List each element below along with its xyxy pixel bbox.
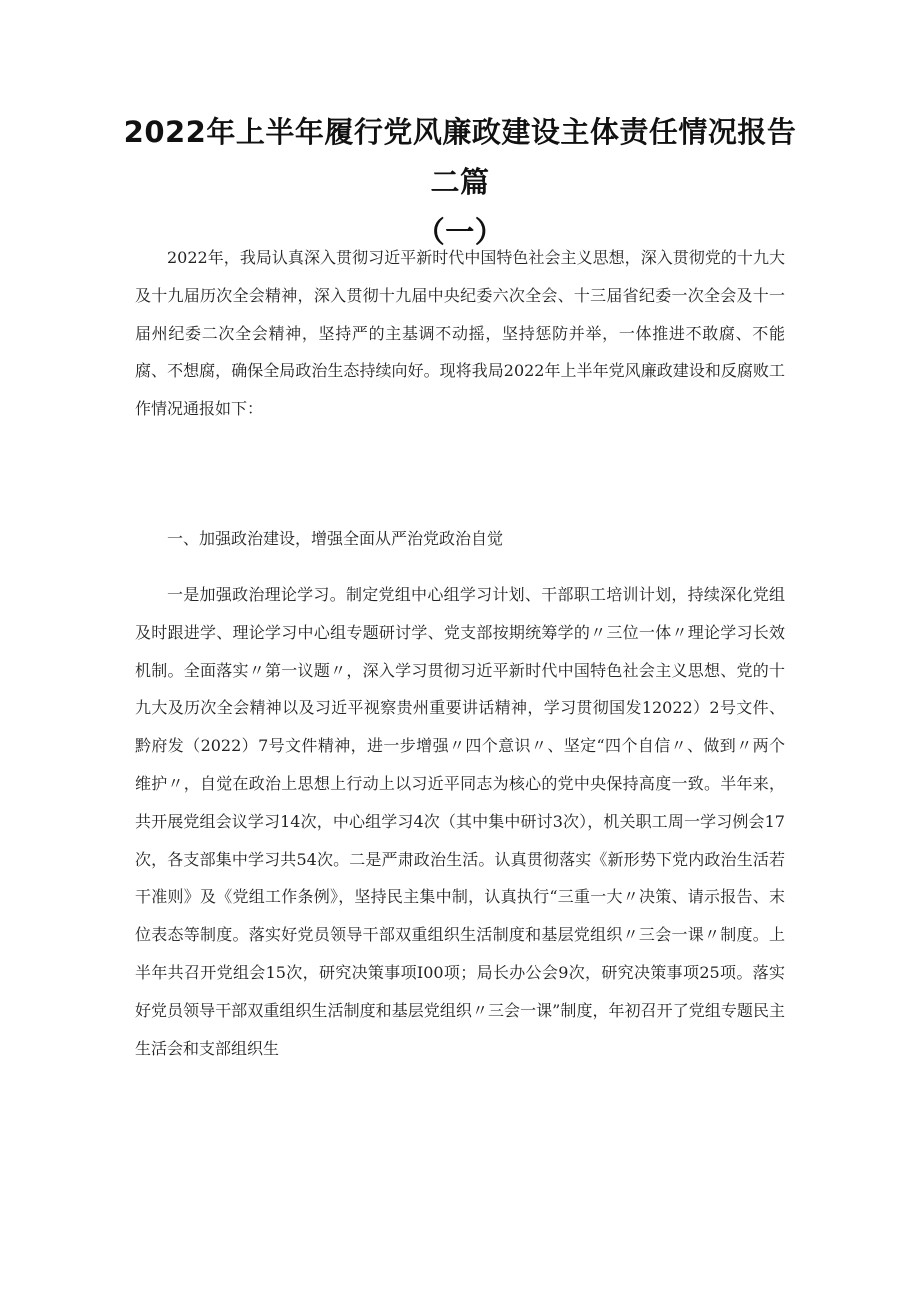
- document-title-continued: 二篇: [430, 165, 490, 199]
- section-number: （一）: [415, 215, 505, 249]
- body-paragraph: 一是加强政治理论学习。制定党组中心组学习计划、干部职工培训计划，持续深化党组及时跟进学、理论学习中心组专题研讨学、党支部按期统筹学的〃三位一体〃理论学习长效机制。全面落实〃第一议题〃，深入学习贯彻习近平新时代中国特色社会主义思想、党的十九大及历次全会精神以及习近平视察贵州重要讲话精神，学习贯彻国发12022）2号文件、黔府发（2022）7号文件精神，进一步增强〃四个意识〃、坚定“四个自信〃、做到〃两个维护〃，自觉在政治上思想上行动上以习近平同志为核心的党中央保持高度一致。半年来，共开展党组会议学习14次，中心组学习4次（其中集中研讨3次），机关职工周一学习例会17次，各支部集中学习共54次。二是严肃政治生活。认真贯彻落实《新形势下党内政治生活若干准则》及《党组工作条例》，坚持民主集中制，认真执行“三重一大〃决策、请示报告、末位表态等制度。落实好党员领导干部双重组织生活制度和基层党组织〃三会一课〃制度。上半年共召开党组会15次，研究决策事项I00项；局长办公会9次，研究决策事项25项。落实好党员领导干部双重组织生活制度和基层党组织〃三会一课”制度，年初召开了党组专题民主生活会和支部组织生: [135, 585, 785, 1058]
- document-title: 2022年上半年履行党风廉政建设主体责任情况报告: [123, 115, 797, 149]
- intro-paragraph: 2022年，我局认真深入贯彻习近平新时代中国特色社会主义思想，深入贯彻党的十九大及十九届历次全会精神，深入贯彻十九届中央纪委六次全会、十三届省纪委一次全会及十一届州纪委二次全会精神，坚持严的主基调不动摇，坚持惩防并举，一体推进不敢腐、不能腐、不想腐，确保全局政治生态持续向好。现将我局2022年上半年党风廉政建设和反腐败工作情况通报如下：: [135, 248, 785, 419]
- section-heading: 一、加强政治建设，增强全面从严治党政治自觉: [167, 529, 504, 548]
